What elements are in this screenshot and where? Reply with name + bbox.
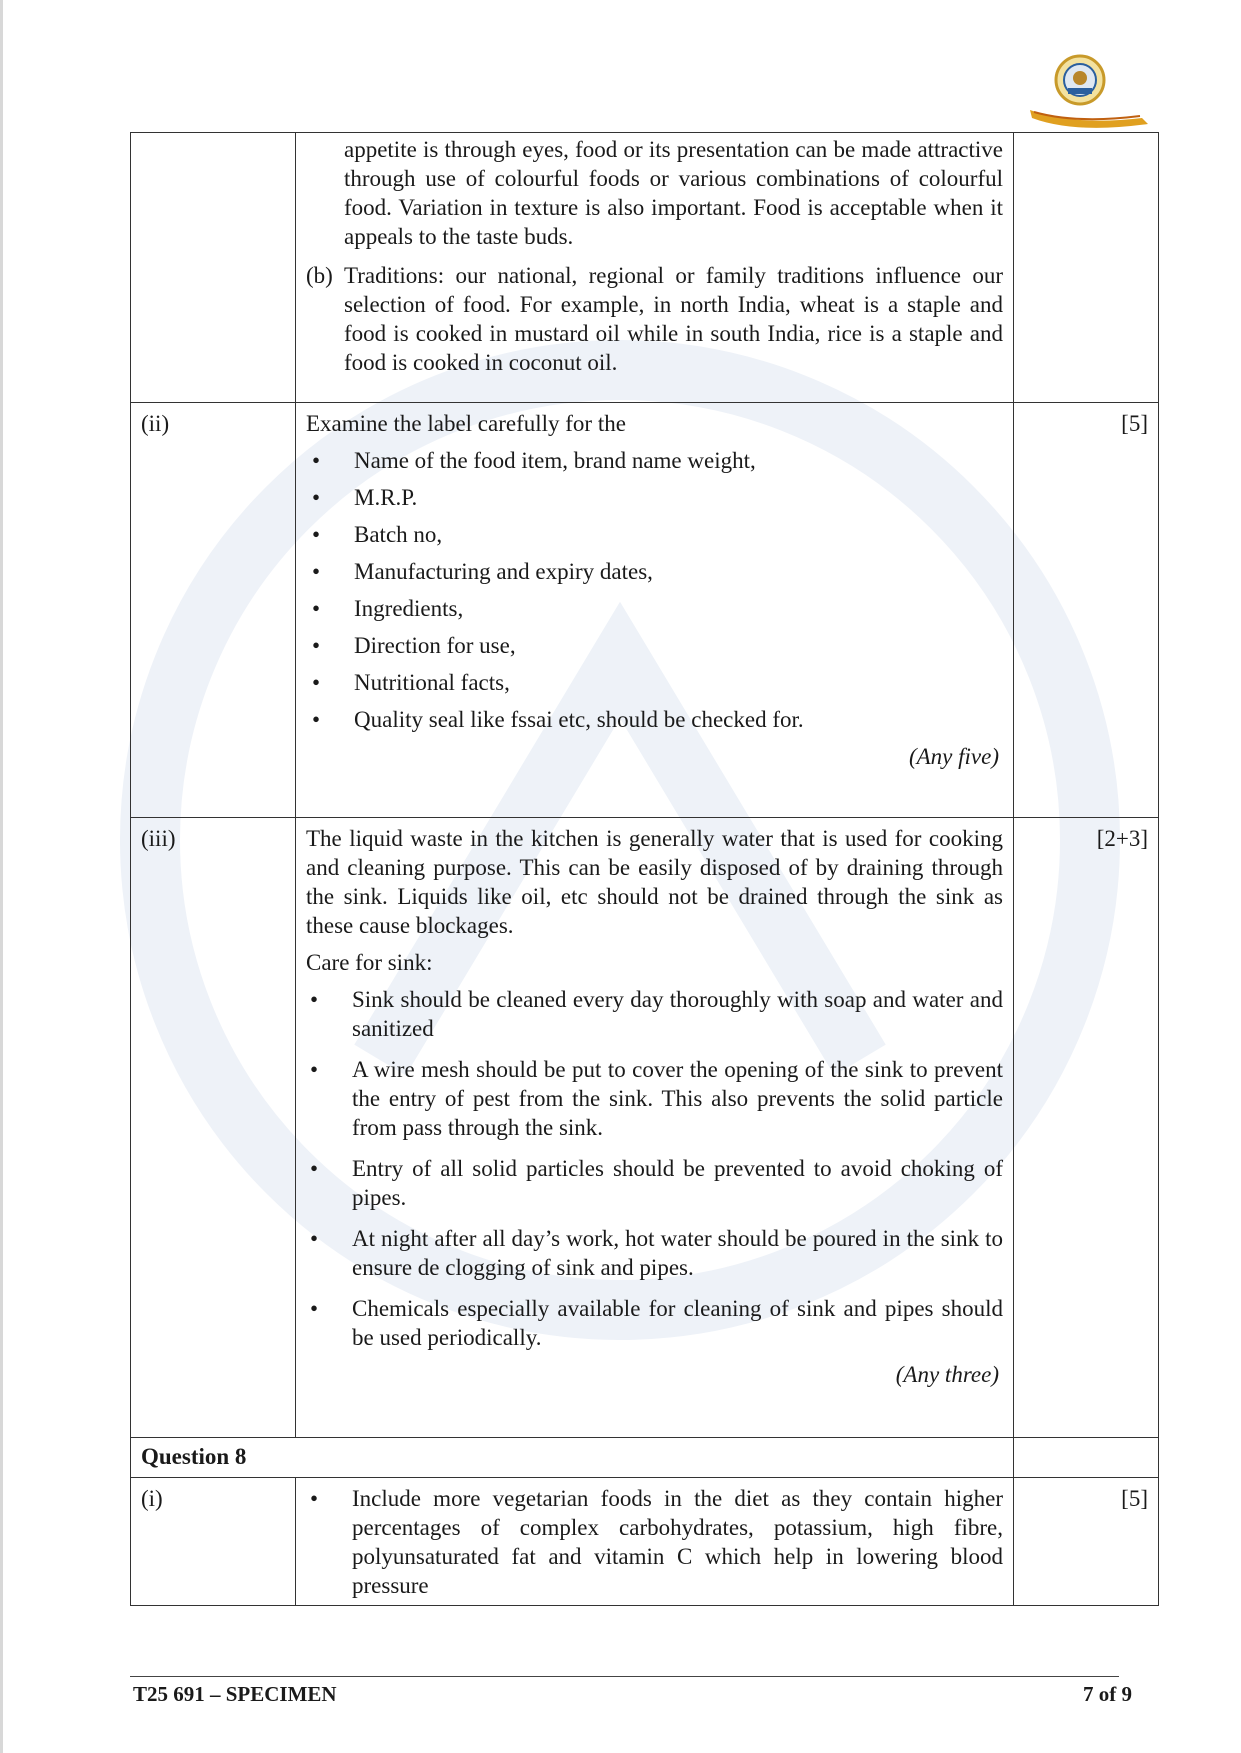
question-label-cell: (iii) (131, 818, 296, 1438)
list-item: • At night after all day’s work, hot water should be poured in the sink to ensure de clogging of sink and pipes. (310, 1226, 1003, 1280)
bullet-dot: • (310, 1486, 319, 1511)
list-item: • Direction for use, (312, 633, 516, 658)
marks-cell (1014, 1438, 1159, 1478)
bullet-list (306, 1484, 1003, 1600)
sub-item-b (306, 261, 1003, 377)
list-item: • Name of the food item, brand name weight, (312, 448, 756, 473)
answer-cell (296, 403, 1014, 818)
bullet-dot: • (312, 559, 321, 584)
question-label-cell: (ii) (131, 403, 296, 818)
bullet-dot: • (312, 633, 321, 658)
list-item: • Manufacturing and expiry dates, (312, 559, 653, 584)
cisce-logo (1030, 52, 1150, 132)
answer-subheading: Care for sink: (306, 950, 433, 975)
table-row (131, 818, 1159, 1438)
list-item: • Sink should be cleaned every day thoroughly with soap and water and sanitized (310, 987, 1003, 1041)
table-row (131, 1478, 1159, 1606)
bullet-dot: • (310, 1226, 319, 1251)
table-row (131, 133, 1159, 403)
sub-item-text: Traditions: our national, regional or family traditions influence our selection of food. For example, in north India, wheat is a staple and food is cooked in mustard oil while in south India, rice is a staple and food is cooked in coconut oil. (344, 263, 1003, 375)
list-item: • Chemicals especially available for cleaning of sink and pipes should be used periodically. (310, 1296, 1003, 1350)
answer-intro: Examine the label carefully for the (306, 411, 626, 436)
question-label-cell: (i) (131, 1478, 296, 1606)
page-left-edge (0, 0, 3, 1753)
marks-cell: [5] (1014, 403, 1159, 818)
list-item: • Entry of all solid particles should be prevented to avoid choking of pipes. (310, 1156, 1003, 1210)
footer-paper-code: T25 691 – SPECIMEN (133, 1682, 337, 1706)
answer-note: (Any three) (895, 1362, 999, 1387)
answer-cell (296, 133, 1014, 403)
bullet-dot: • (312, 670, 321, 695)
list-item: • Include more vegetarian foods in the diet as they contain higher percentages of complex carbohydrates, potassium, high fibre, polyunsaturated fat and vitamin C which help in lowering blood pressure (310, 1486, 1003, 1598)
list-item: • A wire mesh should be put to cover the opening of the sink to prevent the entry of pest from the sink. This also prevents the solid particle from pass through the sink. (310, 1057, 1003, 1140)
answer-cell (296, 818, 1014, 1438)
bullet-dot: • (312, 485, 321, 510)
bullet-dot: • (310, 1296, 319, 1321)
marking-scheme-table (130, 132, 1159, 1606)
footer-page-number: 7 of 9 (1083, 1682, 1132, 1706)
bullet-dot: • (312, 707, 321, 732)
list-item: • M.R.P. (312, 485, 418, 510)
question-label-cell (131, 133, 296, 403)
bullet-list (306, 985, 1003, 1352)
bullet-dot: • (310, 987, 319, 1012)
answer-cell (296, 1478, 1014, 1606)
sub-item-marker: (b) (306, 263, 333, 288)
answer-paragraph: appetite is through eyes, food or its presentation can be made attractive through use of colourful foods or various combinations of colourful food. Variation in texture is also important. Food is acceptable when it appeals to the taste buds. (344, 137, 1003, 249)
question-heading: Question 8 (131, 1438, 1014, 1478)
bullet-dot: • (310, 1156, 319, 1181)
answer-intro: The liquid waste in the kitchen is generally water that is used for cooking and cleaning purpose. This can be easily disposed of by draining through the sink. Liquids like oil, etc should not be drained through the sink as these cause blockages. (306, 826, 1003, 938)
table-row (131, 1438, 1159, 1478)
bullet-dot: • (312, 522, 321, 547)
bullet-dot: • (312, 448, 321, 473)
marks-cell: [2+3] (1014, 818, 1159, 1438)
table-row (131, 403, 1159, 818)
bullet-list (308, 446, 1003, 734)
marks-cell (1014, 133, 1159, 403)
answer-note: (Any five) (908, 744, 999, 769)
bullet-dot: • (310, 1057, 319, 1082)
bullet-dot: • (312, 596, 321, 621)
footer-rule (130, 1676, 1119, 1677)
list-item: • Ingredients, (312, 596, 464, 621)
marks-cell: [5] (1014, 1478, 1159, 1606)
list-item: • Nutritional facts, (312, 670, 510, 695)
list-item: • Quality seal like fssai etc, should be checked for. (312, 707, 804, 732)
list-item: • Batch no, (312, 522, 443, 547)
